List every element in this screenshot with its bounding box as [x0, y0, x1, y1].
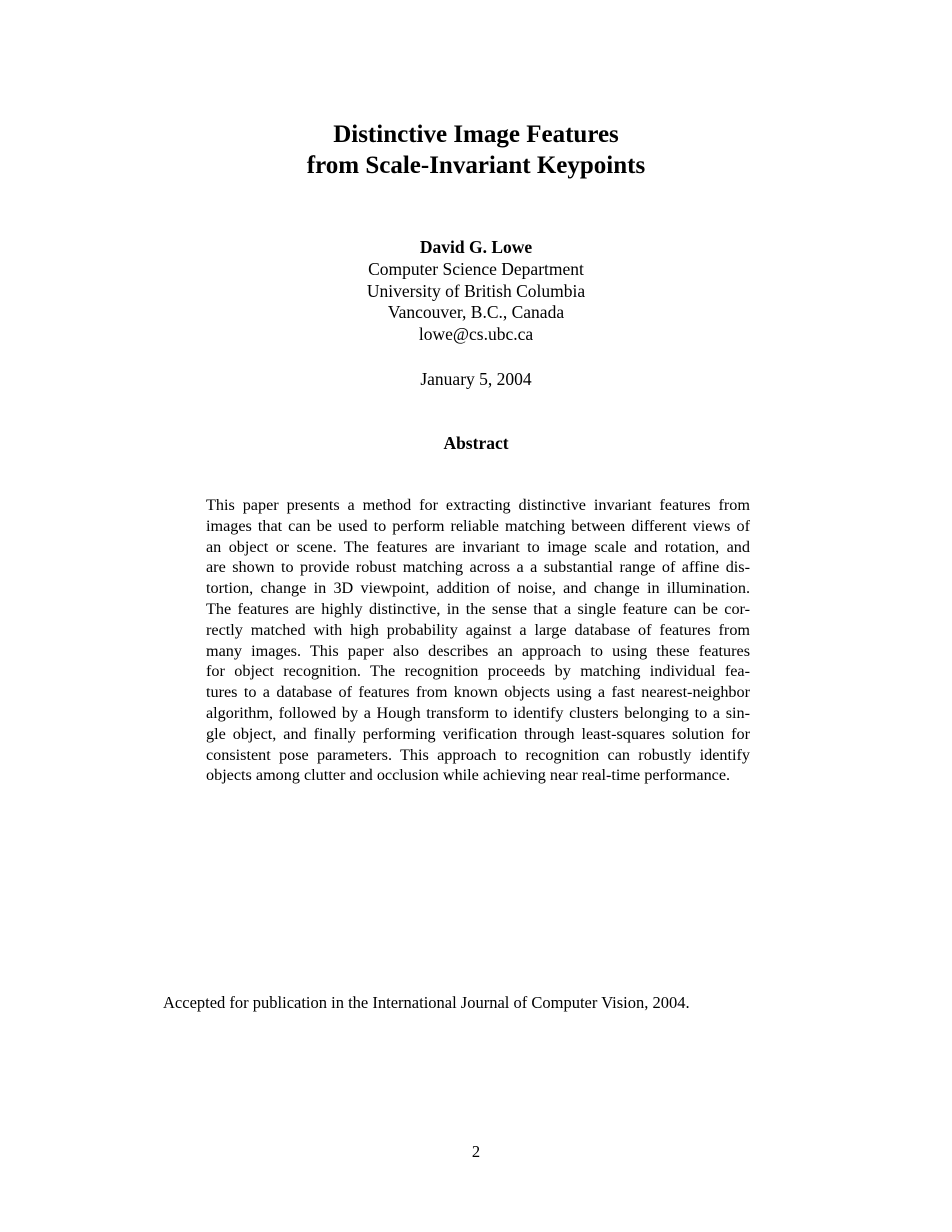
- abstract-line: are shown to provide robust matching across a a substantial range of affine dis-: [206, 558, 750, 577]
- abstract-line: images that can be used to perform reliable matching between different views of: [206, 516, 750, 535]
- abstract-body: [206, 495, 750, 786]
- abstract-line: an object or scene. The features are invariant to image scale and rotation, and: [206, 537, 750, 556]
- publication-date: January 5, 2004: [420, 369, 532, 389]
- publication-note: Accepted for publication in the International Journal of Computer Vision, 2004.: [163, 993, 690, 1012]
- abstract-line: gle object, and finally performing verification through least-squares solution for: [206, 724, 750, 743]
- title-line-2: from Scale-Invariant Keypoints: [306, 152, 646, 179]
- abstract-line: for object recognition. The recognition proceeds by matching individual fea-: [206, 662, 750, 681]
- abstract-line: consistent pose parameters. This approach to recognition can robustly identify: [206, 745, 750, 764]
- abstract-line: many images. This paper also describes an approach to using these features: [206, 641, 750, 660]
- paper-title: [0, 119, 952, 181]
- abstract-line: algorithm, followed by a Hough transform to identify clusters belonging to a sin-: [206, 703, 750, 722]
- author-university: University of British Columbia: [366, 280, 586, 301]
- abstract-line: The features are highly distinctive, in the sense that a single feature can be cor-: [206, 599, 750, 618]
- author-block: [0, 237, 952, 346]
- author-name: David G. Lowe: [419, 237, 533, 257]
- abstract-line: rectly matched with high probability against a large database of features from: [206, 620, 750, 639]
- page-number: 2: [471, 1142, 481, 1161]
- author-email: lowe@cs.ubc.ca: [418, 324, 534, 345]
- abstract-line: tortion, change in 3D viewpoint, addition of noise, and change in illumination.: [206, 579, 750, 598]
- title-line-1: Distinctive Image Features: [333, 121, 619, 148]
- author-location: Vancouver, B.C., Canada: [387, 302, 565, 323]
- abstract-heading: Abstract: [443, 433, 509, 453]
- abstract-line: This paper presents a method for extracting distinctive invariant features from: [206, 496, 750, 514]
- author-department: Computer Science Department: [368, 258, 584, 279]
- abstract-line: tures to a database of features from known objects using a fast nearest-neighbor: [206, 683, 750, 702]
- abstract-line: objects among clutter and occlusion while achieving near real-time performance.: [206, 766, 731, 785]
